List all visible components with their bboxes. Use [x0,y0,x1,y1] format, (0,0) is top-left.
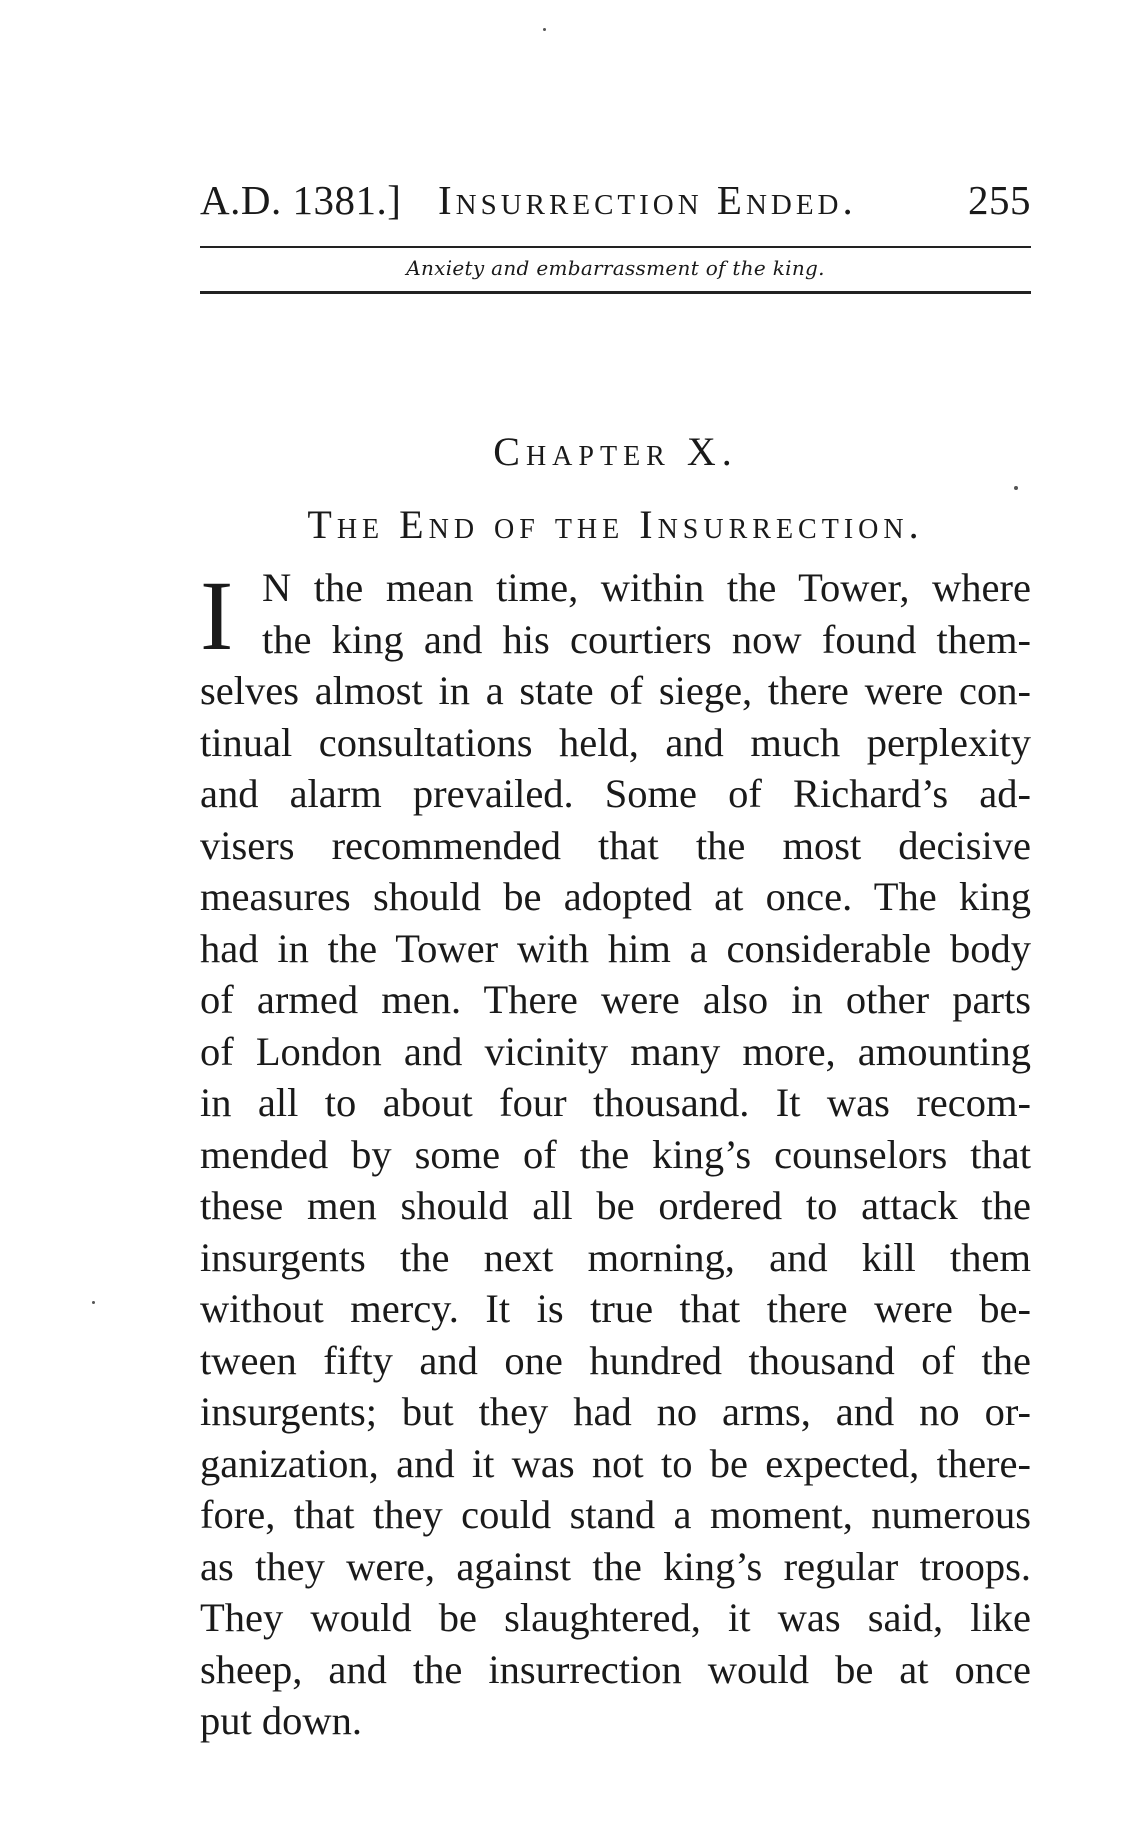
paper-speck [543,28,546,31]
text-line: visers recommended that the most decisive [200,822,1031,868]
chapter-title: The End of the Insurrection. [307,502,924,547]
header-rule-top [200,246,1031,248]
running-head [200,172,1031,228]
text-line: fore, that they could stand a moment, numerous [200,1492,1031,1537]
page-subheading: Anxiety and embarrassment of the king. [406,256,825,280]
chapter-number: Chapter X. [493,429,738,474]
text-line: N the mean time, within the Tower, where [262,565,1031,610]
text-line: insurgents the next morning, and kill them [200,1234,1031,1280]
text-line: ganization, and it was not to be expected, there- [200,1440,1031,1486]
text-line: sheep, and the insurrection would be at once [200,1646,1031,1692]
text-line: of London and vicinity many more, amounting [200,1028,1031,1074]
text-line: They would be slaughtered, it was said, like [200,1595,1031,1640]
text-line: put down. [200,1698,362,1743]
text-line: insurgents; but they had no arms, and no or- [200,1389,1031,1434]
text-line: measures should be adopted at once. The king [200,874,1031,919]
running-head-title: Insurrection Ended. [438,177,857,223]
paper-speck [92,1301,95,1304]
text-line: in all to about four thousand. It was recom- [200,1080,1031,1125]
body-paragraph [200,562,1031,1747]
text-line: the king and his courtiers now found them- [262,616,1031,662]
paper-speck [1014,486,1018,490]
running-head-date: A.D. 1381.] [200,177,402,223]
text-line: these men should all be ordered to attack the [200,1183,1031,1228]
text-line: and alarm prevailed. Some of Richard’s ad- [200,771,1031,816]
text-line: selves almost in a state of siege, there were con- [200,668,1031,713]
text-line: tinual consultations held, and much perplexity [200,719,1031,765]
page-number: 255 [968,177,1031,223]
text-line: had in the Tower with him a considerable body [200,925,1031,971]
text-line: mended by some of the king’s counselors that [200,1131,1031,1177]
drop-cap: I [200,560,234,671]
text-line: tween fifty and one hundred thousand of the [200,1337,1031,1383]
text-line: as they were, against the king’s regular troops. [200,1543,1031,1589]
header-rule-bottom [200,291,1031,294]
text-line: without mercy. It is true that there were be- [200,1286,1031,1331]
text-line: of armed men. There were also in other parts [200,977,1031,1022]
